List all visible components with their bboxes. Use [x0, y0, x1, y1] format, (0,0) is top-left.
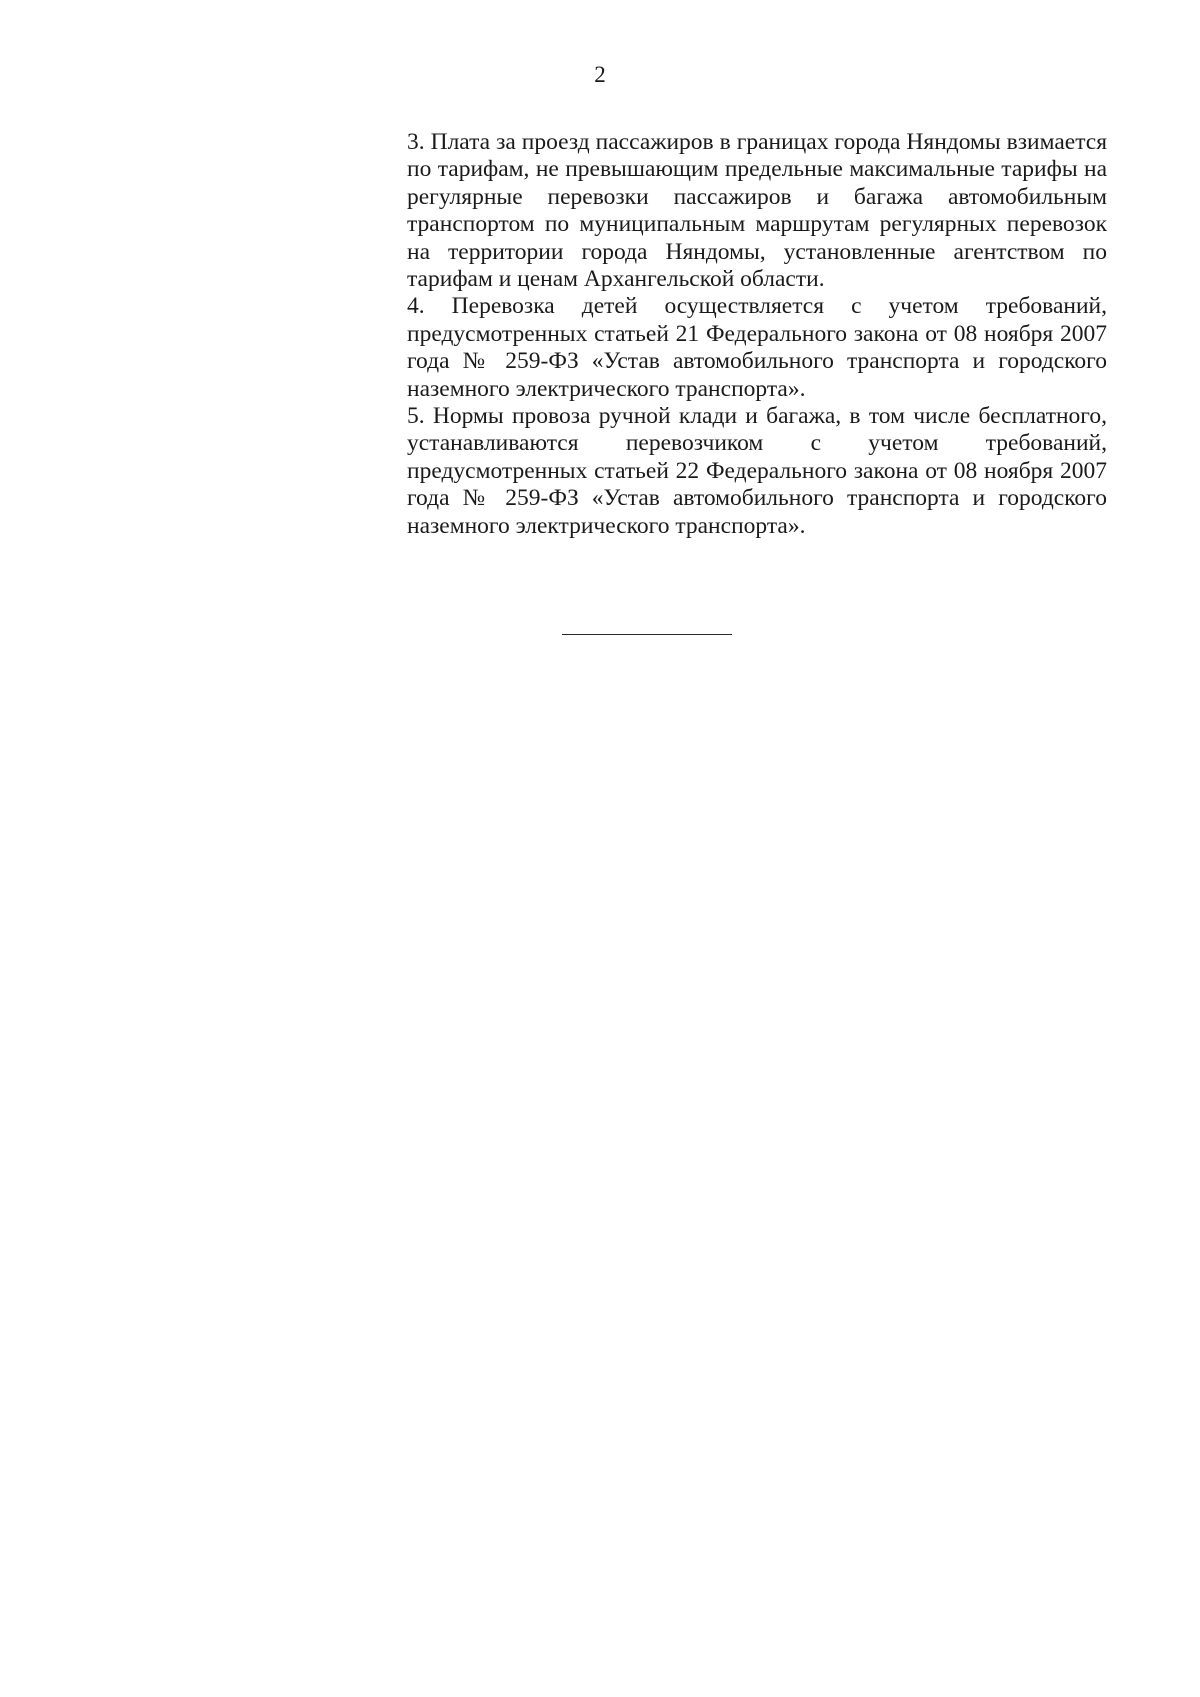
document-body	[407, 129, 1107, 540]
paragraph-5-luggage-norms: 5. Нормы провоза ручной клади и багажа, в том числе бесплатного, устанавливаются перевозчиком с учетом требований, предусмотренных статьей 22 Федерального закона от 08 ноября 2007 года № 259-ФЗ «Устав автомобильного транспорта и городского наземного электрического транспорта».	[407, 403, 1107, 539]
end-divider-line	[562, 634, 732, 635]
paragraph-4-child-transport: 4. Перевозка детей осуществляется с учетом требований, предусмотренных статьей 21 Федерального закона от 08 ноября 2007 года № 259-ФЗ «Устав автомобильного транспорта и городского наземного электрического транспорта».	[407, 293, 1107, 402]
page-number: 2	[594, 62, 606, 87]
paragraph-3-fare-payment: 3. Плата за проезд пассажиров в границах города Няндомы взимается по тарифам, не превышающим предельные максимальные тарифы на регулярные перевозки пассажиров и багажа автомобильным транспортом по муниципальным маршрутам регулярных перевозок на территории города Няндомы, установленные агентством по тарифам и ценам Архангельской области.	[407, 129, 1107, 293]
